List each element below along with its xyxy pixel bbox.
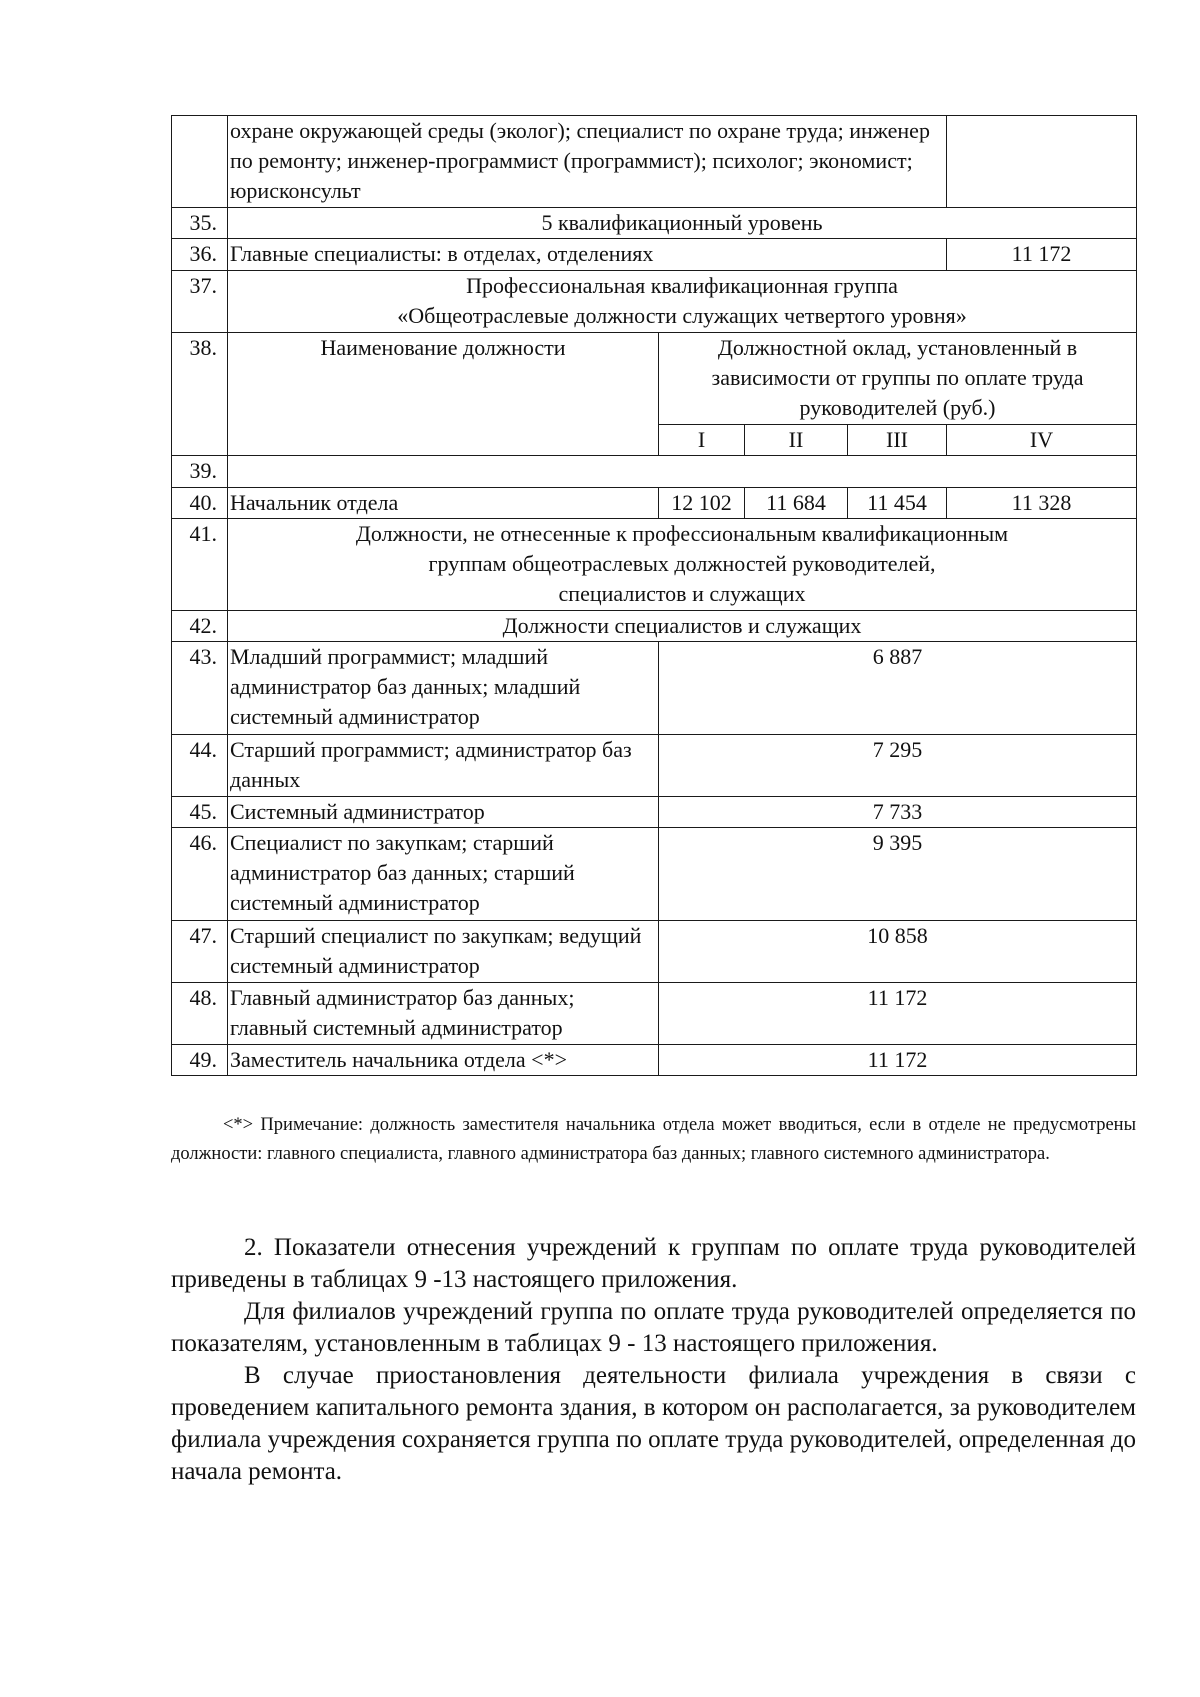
empty-cell — [228, 456, 1137, 488]
table-row-35 — [172, 208, 1137, 239]
table-row — [172, 797, 1137, 828]
table-row-36 — [172, 239, 1137, 271]
salary-cell: 6 887 — [659, 642, 1137, 735]
row-number: 39. — [172, 456, 228, 488]
row-number: 40. — [172, 488, 228, 519]
salary-cell: 7 295 — [659, 735, 1137, 797]
position-name-cell: Главные специалисты: в отделах, отделениях — [228, 239, 947, 271]
table-row-37 — [172, 271, 1137, 333]
position-name-cell: Системный администратор — [228, 797, 659, 828]
row-number: 42. — [172, 611, 228, 642]
row-number: 43. — [172, 642, 228, 735]
salary-group-i: 12 102 — [659, 488, 745, 519]
section-heading: Должности специалистов и служащих — [228, 611, 1137, 642]
table-row — [172, 735, 1137, 797]
salary-cell: 10 858 — [659, 921, 1137, 983]
group-heading-line: Профессиональная квалификационная группа — [466, 273, 898, 298]
salary-table — [171, 115, 1137, 1076]
table-row-39 — [172, 456, 1137, 488]
row-number: 41. — [172, 519, 228, 611]
position-name-cell: Младший программист; младший администратор баз данных; младший системный администратор — [228, 642, 659, 735]
group-heading-line: «Общеотраслевые должности служащих четвертого уровня» — [397, 303, 967, 328]
group-heading-line: специалистов и служащих — [558, 581, 806, 606]
salary-cell: 9 395 — [659, 828, 1137, 921]
row-number: 48. — [172, 983, 228, 1045]
position-name-cell: Старший программист; администратор баз данных — [228, 735, 659, 797]
salary-cell — [947, 116, 1137, 208]
salary-group-iii: 11 454 — [848, 488, 947, 519]
row-number: 49. — [172, 1045, 228, 1076]
table-row-41 — [172, 519, 1137, 611]
row-number: 35. — [172, 208, 228, 239]
row-number: 46. — [172, 828, 228, 921]
salary-header: Должностной оклад, установленный в зависимости от группы по оплате труда руководителей (руб.) — [659, 333, 1137, 425]
group-heading — [228, 271, 1137, 333]
position-name-cell: Заместитель начальника отдела <*> — [228, 1045, 659, 1076]
table-row-42 — [172, 611, 1137, 642]
group-header-i: I — [659, 425, 745, 456]
row-number: 47. — [172, 921, 228, 983]
group-heading-line: группам общеотраслевых должностей руководителей, — [428, 551, 936, 576]
group-heading-line: Должности, не отнесенные к профессиональным квалификационным — [355, 521, 1009, 546]
position-name-cell: Главный администратор баз данных; главный системный администратор — [228, 983, 659, 1045]
position-name-cell: Начальник отдела — [228, 488, 659, 519]
table-row-38-header — [172, 333, 1137, 425]
table-row — [172, 828, 1137, 921]
row-number: 36. — [172, 239, 228, 271]
salary-group-iv: 11 328 — [947, 488, 1137, 519]
table-row-40 — [172, 488, 1137, 519]
group-header-iii: III — [848, 425, 947, 456]
footnote — [171, 1111, 1136, 1169]
footnote-text: <*> Примечание: должность заместителя начальника отдела может вводиться, если в отделе не предусмотрены должности: главного специалиста, главного администратора баз данных; главного системного администратора. — [171, 1115, 1136, 1164]
row-number-cell — [172, 116, 228, 208]
row-number: 44. — [172, 735, 228, 797]
table-row-34 — [172, 116, 1137, 208]
salary-group-ii: 11 684 — [745, 488, 848, 519]
row-number: 38. — [172, 333, 228, 456]
salary-cell: 11 172 — [659, 983, 1137, 1045]
row-number: 37. — [172, 271, 228, 333]
position-name-header: Наименование должности — [228, 333, 659, 456]
section-heading: 5 квалификационный уровень — [228, 208, 1137, 239]
table-row — [172, 1045, 1137, 1076]
salary-cell: 7 733 — [659, 797, 1137, 828]
position-name-cell: охране окружающей среды (эколог); специалист по охране труда; инженер по ремонту; инженер-программист (программист); психолог; экономист; юрисконсульт — [228, 116, 947, 208]
group-header-iv: IV — [947, 425, 1137, 456]
paragraph: 2. Показатели отнесения учреждений к группам по оплате труда руководителей приведены в таблицах 9 -13 настоящего приложения. — [171, 1234, 1136, 1293]
table-row — [172, 983, 1137, 1045]
position-name-cell: Специалист по закупкам; старший администратор баз данных; старший системный администратор — [228, 828, 659, 921]
salary-cell: 11 172 — [947, 239, 1137, 271]
salary-cell: 11 172 — [659, 1045, 1137, 1076]
table-row — [172, 921, 1137, 983]
table-row — [172, 642, 1137, 735]
position-name-cell: Старший специалист по закупкам; ведущий системный администратор — [228, 921, 659, 983]
group-heading — [228, 519, 1137, 611]
group-header-ii: II — [745, 425, 848, 456]
row-number: 45. — [172, 797, 228, 828]
paragraph: В случае приостановления деятельности филиала учреждения в связи с проведением капитального ремонта здания, в котором он располагается, за руководителем филиала учреждения сохраняется группа по оплате труда руководителей, определенная до начала ремонта. — [171, 1362, 1136, 1485]
body-text — [171, 1232, 1136, 1488]
paragraph: Для филиалов учреждений группа по оплате труда руководителей определяется по показателям, установленным в таблицах 9 - 13 настоящего приложения. — [171, 1298, 1136, 1357]
